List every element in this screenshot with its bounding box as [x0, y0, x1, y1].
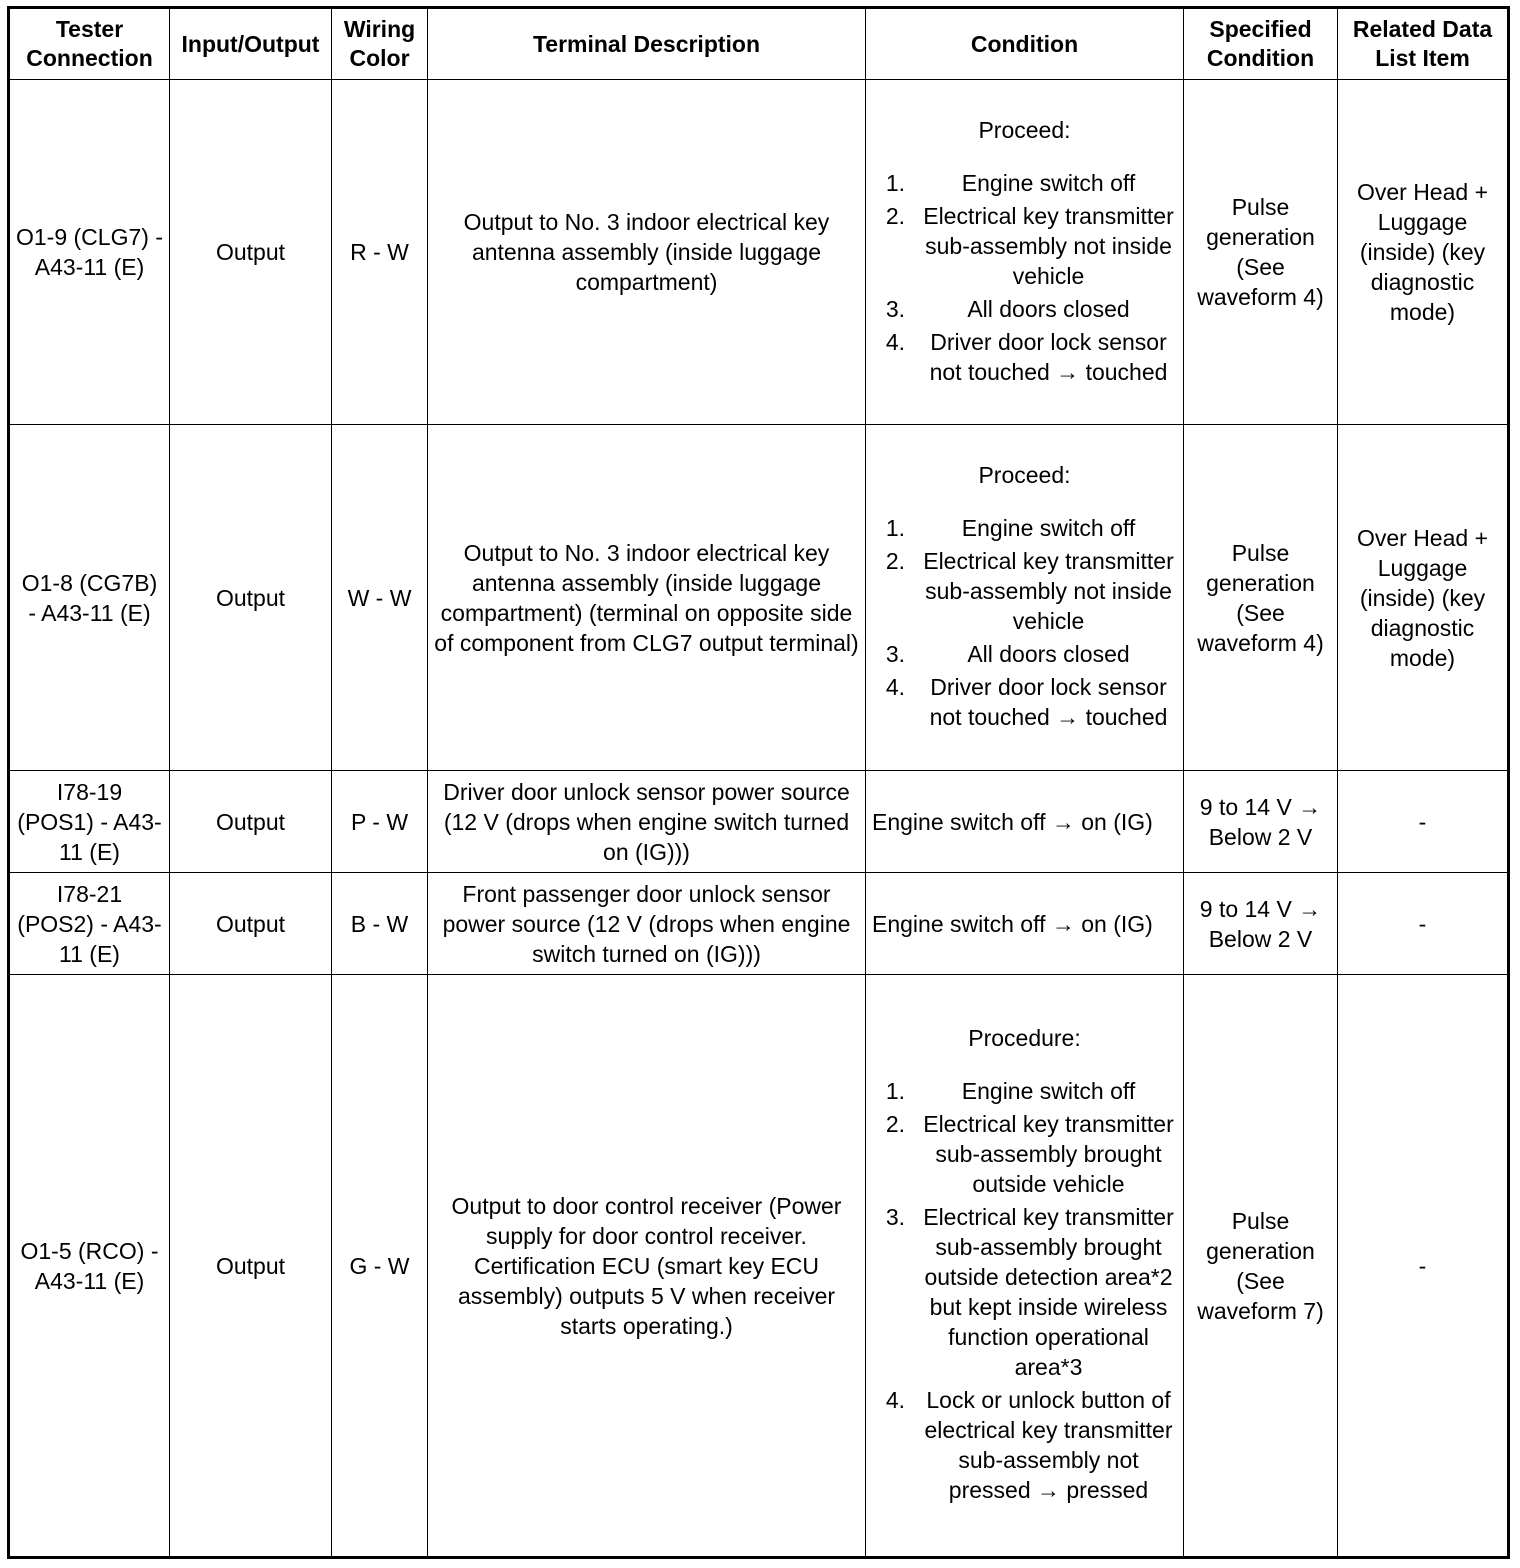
condition-step: 4. Driver door lock sensor not touched → touched — [885, 674, 1168, 730]
wiring-color-cell: W - W — [332, 425, 428, 771]
condition-step: 4. Lock or unlock button of electrical key transmitter sub-assembly not pressed → pressed — [885, 1387, 1173, 1503]
condition-step: 4. Driver door lock sensor not touched → touched — [885, 328, 1168, 385]
tester-connection-cell: I78-21 (POS2) - A43-11 (E) — [9, 873, 170, 975]
tester-connection-cell: O1-9 (CLG7) - A43-11 (E) — [9, 80, 170, 425]
specified-condition-cell: 9 to 14 V → Below 2 V — [1184, 873, 1338, 975]
terminal-description-cell: Output to No. 3 indoor electrical key antenna assembly (inside luggage compartment) — [428, 80, 866, 425]
condition-step: 1. Engine switch off — [885, 169, 1136, 196]
related-data-cell: Over Head + Luggage (inside) (key diagnostic mode) — [1338, 425, 1509, 771]
specified-condition-cell: Pulse generation (See waveform 4) — [1184, 425, 1338, 771]
related-data-cell: - — [1338, 975, 1509, 1558]
input-output-cell: Output — [170, 425, 332, 771]
header-condition: Condition — [866, 8, 1184, 80]
condition-step: 2. Electrical key transmitter sub-assembly not inside vehicle — [885, 202, 1174, 289]
header-terminal-description: Terminal Description — [428, 8, 866, 80]
related-data-cell: - — [1338, 771, 1509, 873]
condition-steps — [872, 513, 1177, 732]
wiring-color-cell: P - W — [332, 771, 428, 873]
condition-cell — [866, 80, 1184, 425]
condition-step: 2. Electrical key transmitter sub-assembly brought outside vehicle — [885, 1111, 1174, 1197]
tester-connection-cell: O1-5 (RCO) - A43-11 (E) — [9, 975, 170, 1558]
tester-connection-cell: I78-19 (POS1) - A43-11 (E) — [9, 771, 170, 873]
related-data-cell: - — [1338, 873, 1509, 975]
terminal-spec-table — [7, 6, 1510, 1559]
condition-step: 2. Electrical key transmitter sub-assembly not inside vehicle — [885, 548, 1174, 634]
condition-steps — [872, 168, 1177, 387]
terminal-description-cell: Front passenger door unlock sensor power source (12 V (drops when engine switch turned on (IG))) — [428, 873, 866, 975]
header-tester-connection: Tester Connection — [9, 8, 170, 80]
condition-cell — [866, 975, 1184, 1558]
condition-title: Procedure: — [968, 1025, 1081, 1051]
table-row — [9, 975, 1509, 1558]
specified-condition-cell: Pulse generation (See waveform 4) — [1184, 80, 1338, 425]
condition-cell: Engine switch off → on (IG) — [866, 771, 1184, 873]
input-output-cell: Output — [170, 771, 332, 873]
condition-step: 1. Engine switch off — [885, 1078, 1136, 1104]
condition-step: 3. Electrical key transmitter sub-assembly brought outside detection area*2 but kept inside wireless function operational area*3 — [885, 1204, 1174, 1380]
condition-cell — [866, 425, 1184, 771]
input-output-cell: Output — [170, 975, 332, 1558]
wiring-color-cell: B - W — [332, 873, 428, 975]
table-row — [9, 425, 1509, 771]
terminal-description-cell: Driver door unlock sensor power source (12 V (drops when engine switch turned on (IG))) — [428, 771, 866, 873]
specified-condition-cell: 9 to 14 V → Below 2 V — [1184, 771, 1338, 873]
input-output-cell: Output — [170, 873, 332, 975]
condition-step: 3. All doors closed — [885, 295, 1130, 322]
header-row — [9, 8, 1509, 80]
header-specified-condition: Specified Condition — [1184, 8, 1338, 80]
condition-step: 1. Engine switch off — [885, 515, 1136, 541]
tester-connection-cell: O1-8 (CG7B) - A43-11 (E) — [9, 425, 170, 771]
header-input-output: Input/Output — [170, 8, 332, 80]
header-wiring-color: Wiring Color — [332, 8, 428, 80]
header-related-data-list-item: Related Data List Item — [1338, 8, 1509, 80]
terminal-description-cell: Output to No. 3 indoor electrical key antenna assembly (inside luggage compartment) (terminal on opposite side of component from CLG7 output terminal) — [428, 425, 866, 771]
wiring-color-cell: G - W — [332, 975, 428, 1558]
related-data-cell: Over Head + Luggage (inside) (key diagnostic mode) — [1338, 80, 1509, 425]
table-row — [9, 80, 1509, 425]
terminal-description-cell: Output to door control receiver (Power supply for door control receiver. Certification ECU (smart key ECU assembly) outputs 5 V when receiver starts operating.) — [428, 975, 866, 1558]
input-output-cell: Output — [170, 80, 332, 425]
condition-title: Proceed: — [978, 116, 1071, 143]
table-row — [9, 873, 1509, 975]
condition-step: 3. All doors closed — [885, 641, 1130, 667]
table-row — [9, 771, 1509, 873]
wiring-color-cell: R - W — [332, 80, 428, 425]
condition-cell: Engine switch off → on (IG) — [866, 873, 1184, 975]
condition-title: Proceed: — [978, 462, 1071, 488]
specified-condition-cell: Pulse generation (See waveform 7) — [1184, 975, 1338, 1558]
condition-steps — [872, 1076, 1177, 1505]
